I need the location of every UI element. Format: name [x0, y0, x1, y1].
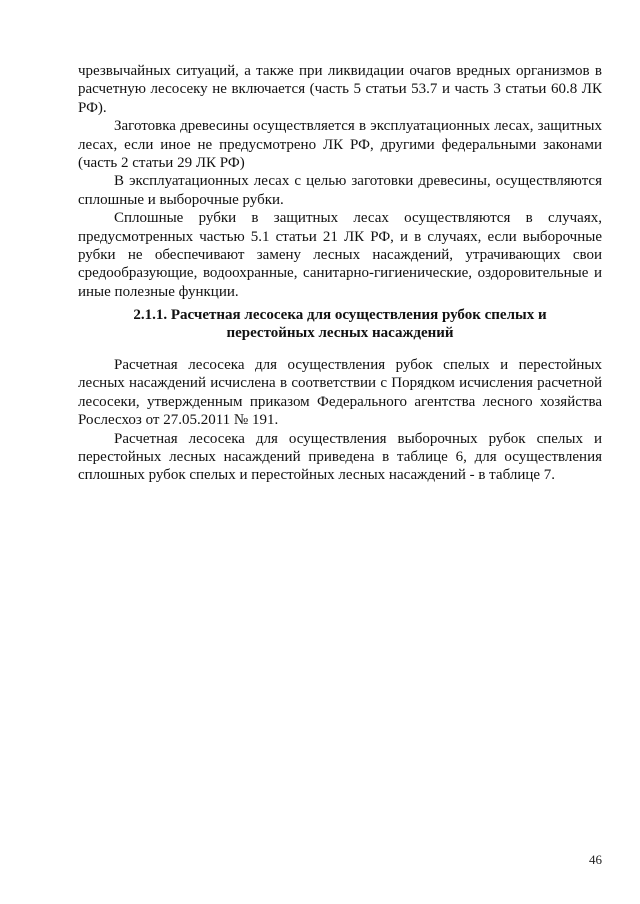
text-block-section	[78, 356, 602, 485]
section-heading-line-1: 2.1.1. Расчетная лесосека для осуществления рубок спелых и	[133, 307, 547, 323]
paragraph-allowable-cut-tables: Расчетная лесосека для осуществления выборочных рубок спелых и перестойных лесных насаждений приведена в таблице 6, для осуществления сплошных рубок спелых и перестойных лесных насаждений - в таблице 7.	[78, 430, 602, 484]
paragraph-timber-harvesting: Заготовка древесины осуществляется в эксплуатационных лесах, защитных лесах, если иное не предусмотрено ЛК РФ, другими федеральными законами (часть 2 статьи 29 ЛК РФ)	[78, 118, 602, 172]
paragraph-allowable-cut-calculation: Расчетная лесосека для осуществления рубок спелых и перестойных лесных насаждений исчислена в соответствии с Порядком исчисления расчетной лесосеки, утвержденным приказом Федерального агентства лесного хозяйства Рослесхоз от 27.05.2011 № 191.	[78, 357, 602, 429]
section-heading	[78, 306, 602, 343]
text-block-intro	[78, 62, 602, 301]
paragraph-exploitation-forests: В эксплуатационных лесах с целью заготовки древесины, осуществляются сплошные и выборочные рубки.	[78, 173, 602, 208]
page-number: 46	[589, 852, 602, 867]
paragraph-clear-cutting: Сплошные рубки в защитных лесах осуществляются в случаях, предусмотренных частью 5.1 статьи 21 ЛК РФ, и в случаях, если выборочные рубки не обеспечивают замену лесных насаждений, утрачивающих свои средообразующие, водоохранные, санитарно-гигиенические, оздоровительные и иные полезные функции.	[78, 210, 602, 300]
section-heading-line-2: перестойных лесных насаждений	[226, 325, 454, 342]
paragraph-continuation: чрезвычайных ситуаций, а также при ликвидации очагов вредных организмов в расчетную лесосеку не включается (часть 5 статьи 53.7 и часть 3 статьи 60.8 ЛК РФ).	[78, 63, 602, 116]
